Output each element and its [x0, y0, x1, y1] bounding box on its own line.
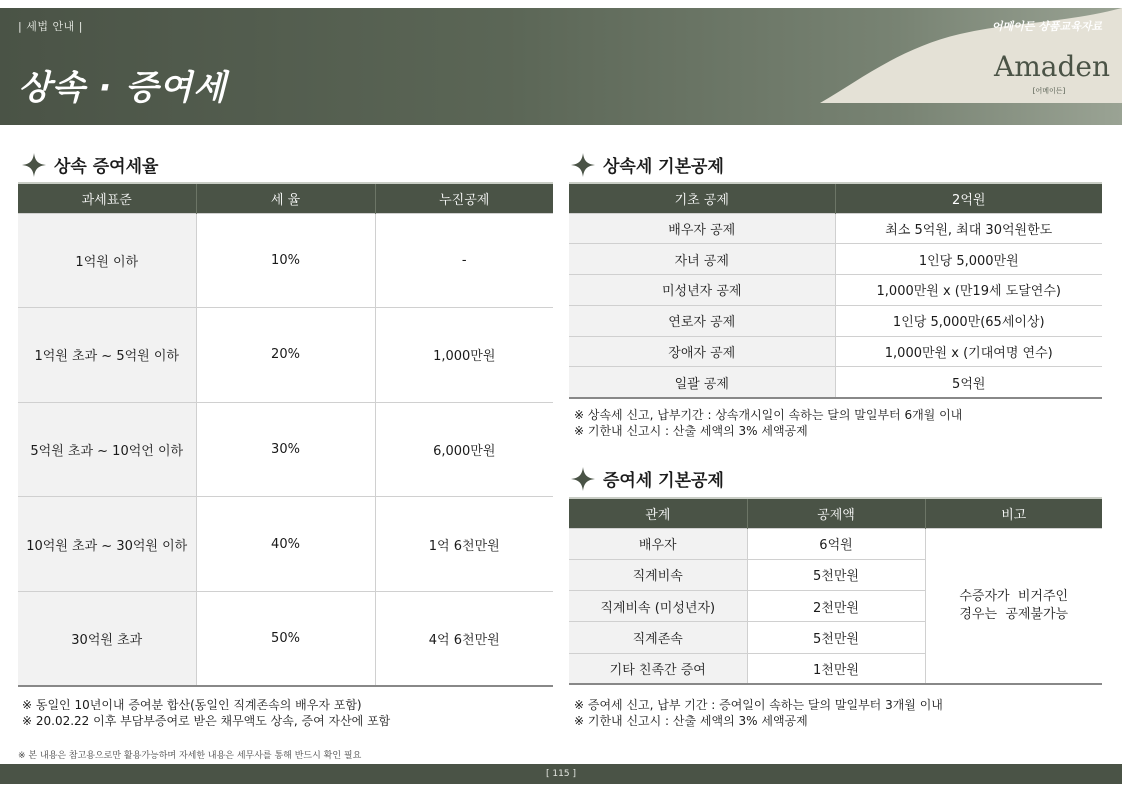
sparkle-icon	[571, 467, 595, 491]
deduction-amount-cell: 1인당 5,000만(65세이상)	[835, 305, 1102, 336]
inheritance-notes	[574, 407, 962, 439]
tax-rate-cell: 30%	[196, 402, 375, 497]
inheritance-deduction-table	[569, 182, 1102, 399]
deduction-amount-cell: 5억원	[835, 367, 1102, 398]
column-header: 비고	[925, 498, 1102, 528]
column-header: 기초 공제	[569, 183, 835, 213]
relation-cell: 기타 친족간 증여	[569, 653, 747, 684]
tax-base-cell: 10억원 초과 ~ 30억원 이하	[18, 497, 196, 592]
rate-section-title	[22, 152, 158, 177]
note-line: ※ 상속세 신고, 납부기간 : 상속개시일이 속하는 달의 말일부터 6개월 이내	[574, 408, 963, 422]
section-tag: | 세법 안내 |	[18, 20, 83, 33]
table-row	[569, 275, 1102, 306]
deduction-item-cell: 장애자 공제	[569, 336, 835, 367]
table-row	[18, 497, 553, 592]
progressive-deduction-cell: 1억 6천만원	[375, 497, 553, 592]
gift-amount-cell: 5천만원	[747, 622, 925, 653]
tax-base-cell: 30억원 초과	[18, 591, 196, 686]
deduction-item-cell: 자녀 공제	[569, 244, 835, 275]
tax-base-cell: 5억원 초과 ~ 10억언 이하	[18, 402, 196, 497]
note-line: ※ 20.02.22 이후 부담부증여로 받은 채무액도 상속, 증여 자산에 포함	[22, 714, 391, 728]
brand-name: Amaden	[994, 50, 1110, 83]
gift-notes	[574, 697, 943, 729]
tax-rate-table	[18, 182, 553, 687]
rate-notes	[22, 697, 390, 729]
gift-deduction-table	[569, 497, 1102, 685]
page-title: 상속 · 증여세	[18, 68, 227, 108]
inheritance-section-title-text: 상속세 기본공제	[603, 157, 724, 177]
relation-cell: 직계존속	[569, 622, 747, 653]
table-header-row	[18, 183, 553, 213]
gift-amount-cell: 6억원	[747, 528, 925, 559]
relation-cell: 배우자	[569, 528, 747, 559]
table-row	[569, 213, 1102, 244]
progressive-deduction-cell: 6,000만원	[375, 402, 553, 497]
table-row	[569, 305, 1102, 336]
page-number: [ 115 ]	[546, 769, 576, 779]
relation-cell: 직계비속 (미성년자)	[569, 591, 747, 622]
column-header: 2억원	[835, 183, 1102, 213]
progressive-deduction-cell: -	[375, 213, 553, 308]
deduction-item-cell: 연로자 공제	[569, 305, 835, 336]
table-row	[18, 308, 553, 403]
document-label: 어메이든 상품교육자료	[991, 20, 1102, 33]
column-header: 세 율	[196, 183, 375, 213]
table-row	[569, 367, 1102, 398]
gift-amount-cell: 5천만원	[747, 559, 925, 590]
gift-amount-cell: 1천만원	[747, 653, 925, 684]
table-header-row	[569, 498, 1102, 528]
brand-subtitle: [어메이든]	[1032, 87, 1066, 95]
deduction-item-cell: 미성년자 공제	[569, 275, 835, 306]
sparkle-icon	[571, 153, 595, 177]
tax-base-cell: 1억원 초과 ~ 5억원 이하	[18, 308, 196, 403]
page-footer	[0, 764, 1122, 784]
progressive-deduction-cell: 1,000만원	[375, 308, 553, 403]
column-header: 누진공제	[375, 183, 553, 213]
deduction-amount-cell: 1인당 5,000만원	[835, 244, 1102, 275]
disclaimer-footnote: ※ 본 내용은 참고용으로만 활용가능하며 자세한 내용은 세무사를 통해 반드시 확인 필요	[18, 751, 362, 761]
brand-logo	[994, 50, 1110, 96]
page-header	[0, 8, 1122, 125]
table-row	[569, 244, 1102, 275]
tax-rate-cell: 50%	[196, 591, 375, 686]
remark-line: 수증자가 비거주인	[959, 588, 1069, 604]
remark-line: 경우는 공제불가능	[959, 606, 1069, 622]
rate-section-title-text: 상속 증여세율	[54, 157, 159, 177]
note-line: ※ 기한내 신고시 : 산출 세액의 3% 세액공제	[574, 424, 808, 438]
note-line: ※ 증여세 신고, 납부 기간 : 증여일이 속하는 달의 말일부터 3개월 이내	[574, 698, 943, 712]
gift-section-title	[571, 466, 724, 491]
table-row	[569, 528, 1102, 559]
progressive-deduction-cell: 4억 6천만원	[375, 591, 553, 686]
gift-amount-cell: 2천만원	[747, 591, 925, 622]
tax-rate-cell: 20%	[196, 308, 375, 403]
table-header-row	[569, 183, 1102, 213]
tax-rate-cell: 10%	[196, 213, 375, 308]
column-header: 공제액	[747, 498, 925, 528]
note-line: ※ 동일인 10년이내 증여분 합산(동일인 직계존속의 배우자 포함)	[22, 698, 362, 712]
column-header: 과세표준	[18, 183, 196, 213]
table-row	[18, 402, 553, 497]
remark-cell	[925, 528, 1102, 684]
tax-rate-cell: 40%	[196, 497, 375, 592]
gift-section-title-text: 증여세 기본공제	[603, 471, 724, 491]
note-line: ※ 기한내 신고시 : 산출 세액의 3% 세액공제	[574, 714, 808, 728]
sparkle-icon	[22, 153, 46, 177]
inheritance-section-title	[571, 152, 724, 177]
deduction-amount-cell: 최소 5억원, 최대 30억원한도	[835, 213, 1102, 244]
relation-cell: 직계비속	[569, 559, 747, 590]
deduction-item-cell: 배우자 공제	[569, 213, 835, 244]
deduction-item-cell: 일괄 공제	[569, 367, 835, 398]
deduction-amount-cell: 1,000만원 x (기대여명 연수)	[835, 336, 1102, 367]
tax-base-cell: 1억원 이하	[18, 213, 196, 308]
deduction-amount-cell: 1,000만원 x (만19세 도달연수)	[835, 275, 1102, 306]
table-row	[18, 213, 553, 308]
table-row	[18, 591, 553, 686]
table-row	[569, 336, 1102, 367]
column-header: 관계	[569, 498, 747, 528]
